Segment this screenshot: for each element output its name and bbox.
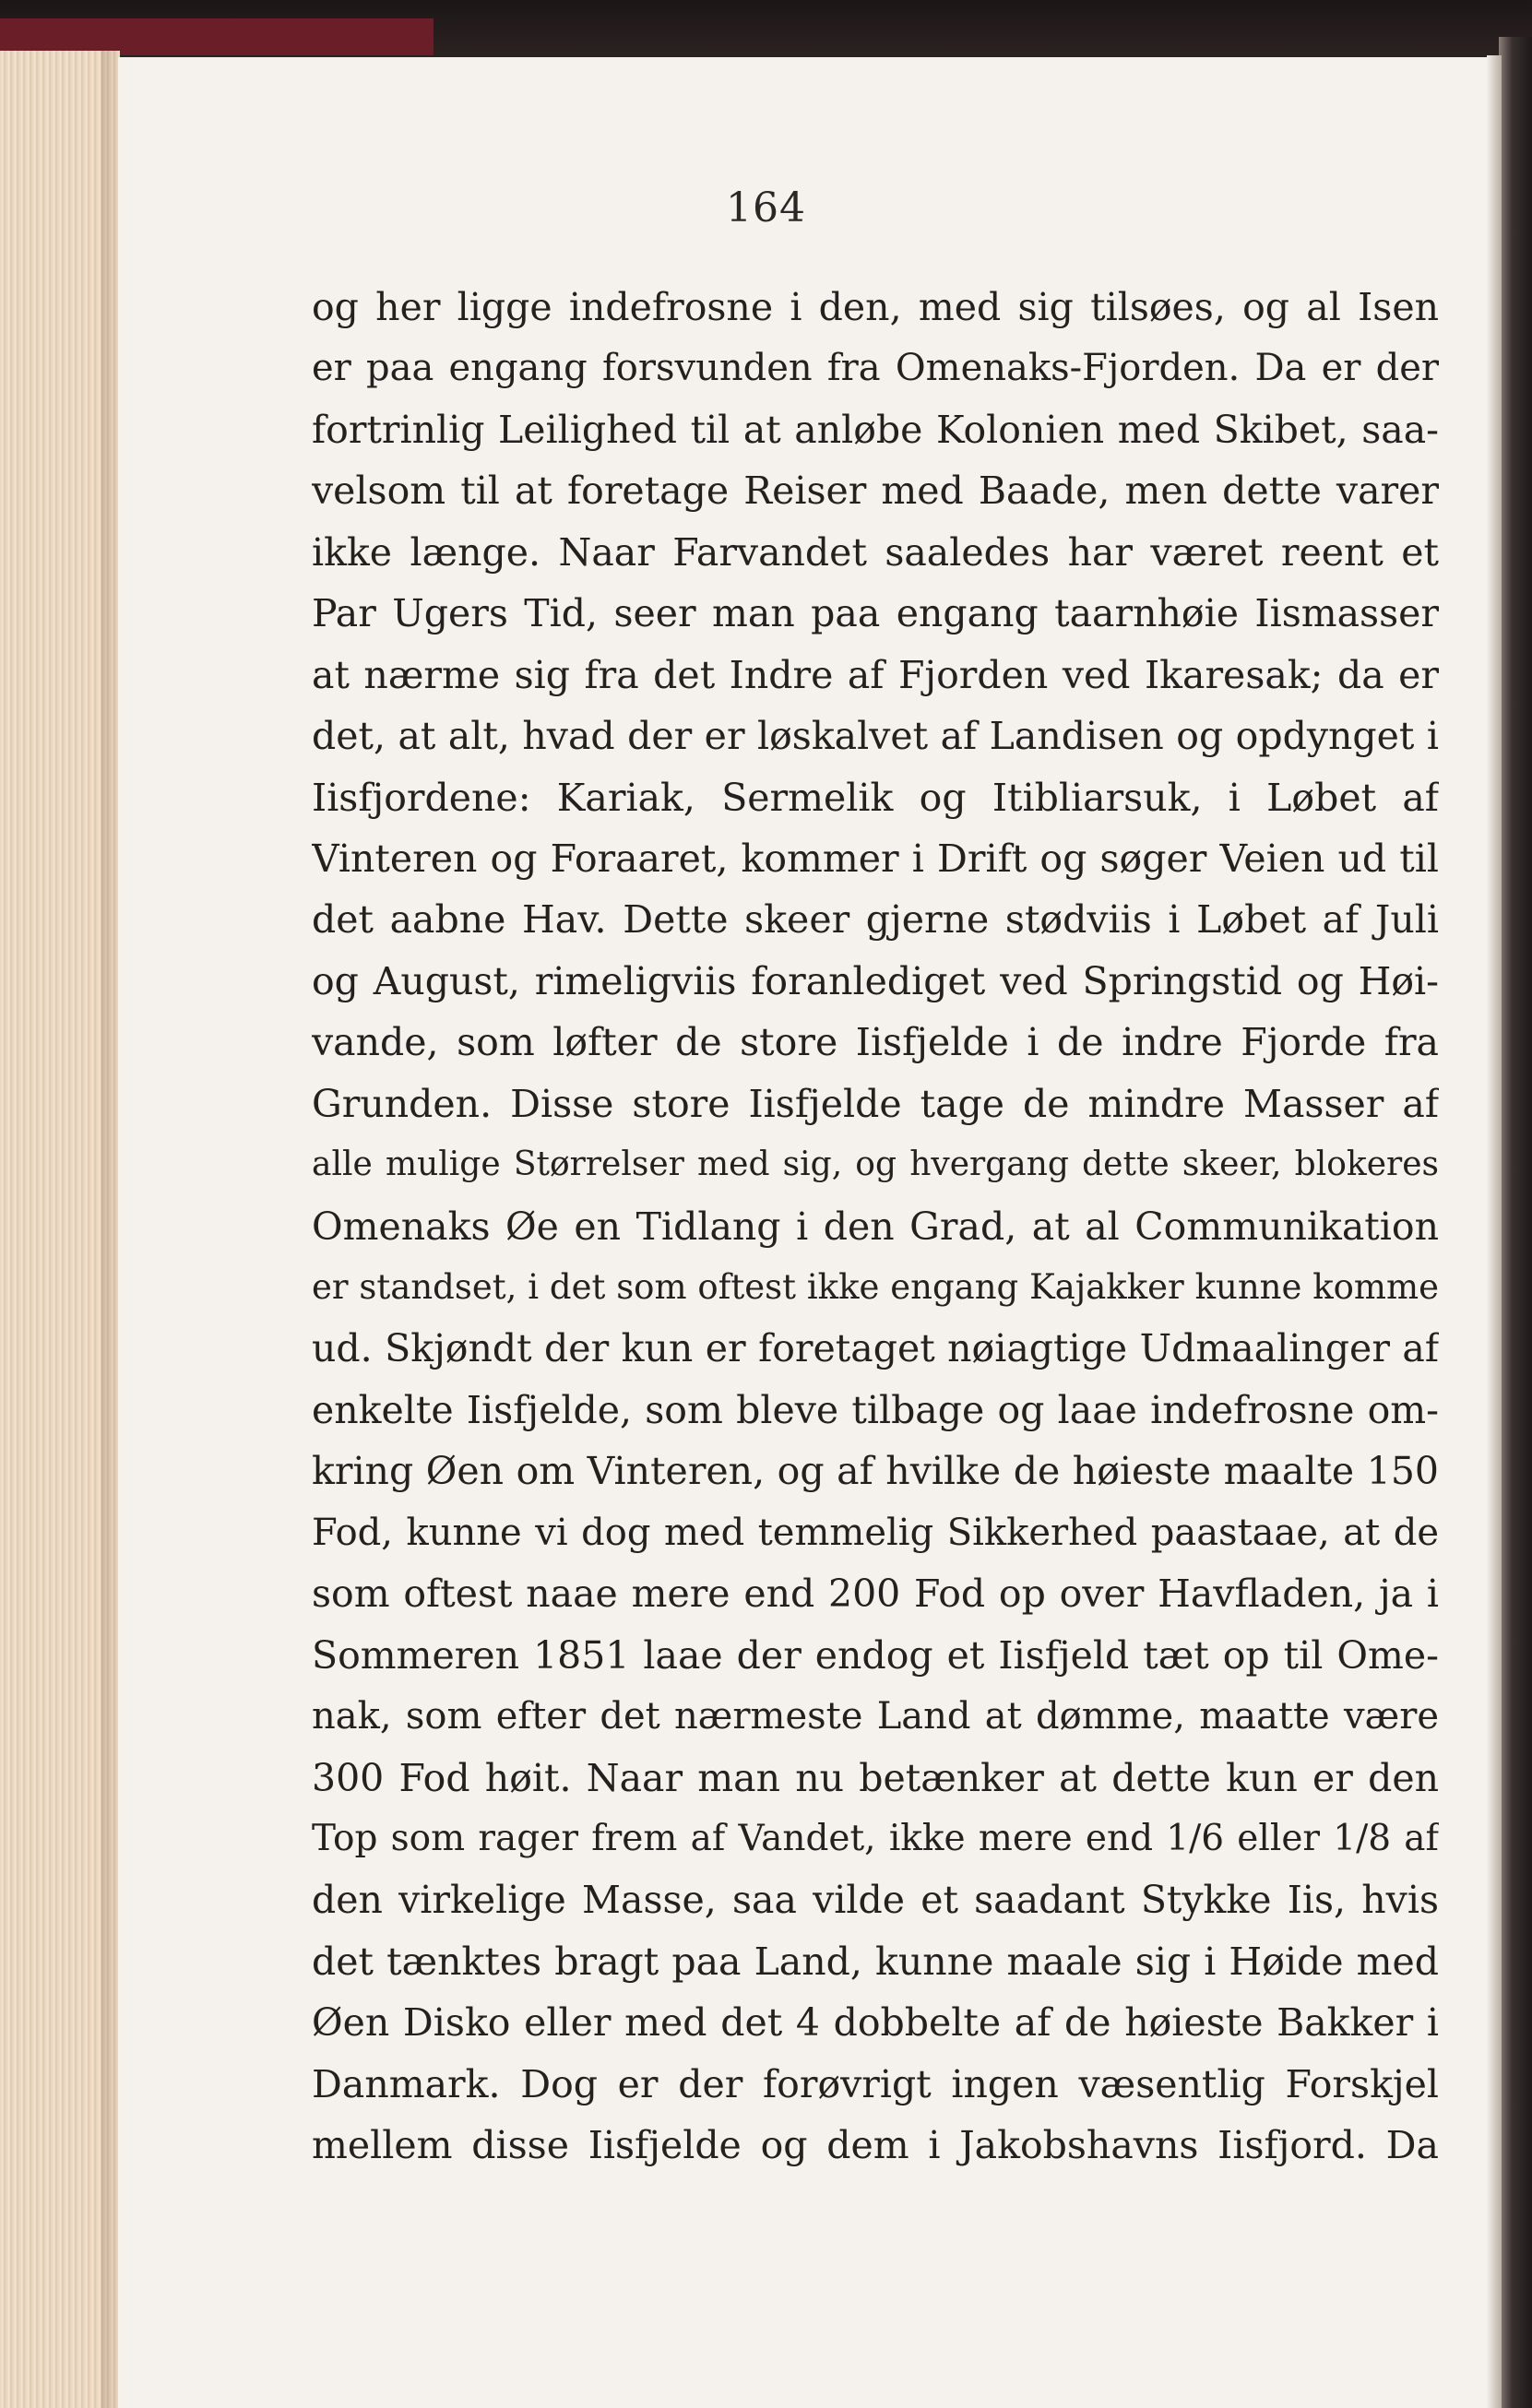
text-line: ikke længe. Naar Farvandet saaledes har været reent et	[312, 529, 1439, 575]
text-line: velsom til at foretage Reiser med Baade, men dette varer	[312, 469, 1439, 514]
text-line: det, at alt, hvad der er løskalvet af Landisen og opdynget i	[312, 714, 1439, 759]
text-line: Par Ugers Tid, seer man paa engang taarnhøie Iismasser	[312, 591, 1439, 636]
text-line: som oftest naae mere end 200 Fod op over Havfladen, ja i	[312, 1572, 1439, 1617]
page-number: 164	[726, 184, 806, 231]
text-line: og August, rimeligviis foranlediget ved Springstid og Høi-	[312, 958, 1439, 1003]
text-line: Grunden. Disse store Iisfjelde tage de mindre Masser af	[312, 1081, 1439, 1126]
book-cover	[0, 18, 433, 55]
text-line: kring Øen om Vinteren, og af hvilke de høieste maalte 150	[312, 1449, 1439, 1494]
text-line: at nærme sig fra det Indre af Fjorden ved Ikaresak; da er	[312, 652, 1439, 697]
book-spine-edge	[1499, 37, 1532, 2408]
text-line: det aabne Hav. Dette skeer gjerne stødviis i Løbet af Juli	[312, 897, 1439, 943]
text-line: alle mulige Størrelser med sig, og hvergang dette skeer, blokeres	[312, 1145, 1439, 1184]
text-line: Iisfjordene: Kariak, Sermelik og Itibliarsuk, i Løbet af	[312, 775, 1439, 820]
text-line: fortrinlig Leilighed til at anløbe Kolonien med Skibet, saa-	[312, 407, 1439, 452]
text-line: og her ligge indefrosne i den, med sig tilsøes, og al Isen	[312, 285, 1439, 329]
text-line: 300 Fod høit. Naar man nu betænker at dette kun er den	[312, 1755, 1439, 1800]
text-line: den virkelige Masse, saa vilde et saadant Stykke Iis, hvis	[312, 1878, 1439, 1923]
text-line: Vinteren og Foraaret, kommer i Drift og søger Veien ud til	[312, 836, 1439, 881]
text-line: Top som rager frem af Vandet, ikke mere end 1/6 eller 1/8 af	[312, 1817, 1439, 1859]
text-line: Øen Disko eller med det 4 dobbelte af de høieste Bakker i	[312, 2000, 1439, 2046]
text-line: Omenaks Øe en Tidlang i den Grad, at al Communikation	[312, 1204, 1439, 1249]
text-line: enkelte Iisfjelde, som bleve tilbage og laae indefrosne om-	[312, 1387, 1439, 1432]
text-line: er paa engang forsvunden fra Omenaks-Fjorden. Da er der	[312, 347, 1439, 390]
text-line: mellem disse Iisfjelde og dem i Jakobshavns Iisfjord. Da	[312, 2123, 1439, 2168]
page-text	[312, 277, 1439, 2177]
text-line: vande, som løfter de store Iisfjelde i de indre Fjorde fra	[312, 1020, 1439, 1065]
text-line: Fod, kunne vi dog med temmelig Sikkerhed paastaae, at de	[312, 1511, 1439, 1554]
text-line: ud. Skjøndt der kun er foretaget nøiagtige Udmaalinger af	[312, 1326, 1439, 1371]
text-line: er standset, i det som oftest ikke engang Kajakker kunne komme	[312, 1267, 1439, 1307]
text-line: Danmark. Dog er der forøvrigt ingen væsentlig Forskjel	[312, 2061, 1439, 2106]
page-right-edge	[1487, 55, 1502, 2408]
text-line: det tænktes bragt paa Land, kunne maale sig i Høide med	[312, 1939, 1439, 1984]
text-line: Sommeren 1851 laae der endog et Iisfjeld tæt op til Ome-	[312, 1632, 1439, 1678]
text-line: nak, som efter det nærmeste Land at dømme, maatte være	[312, 1695, 1439, 1738]
